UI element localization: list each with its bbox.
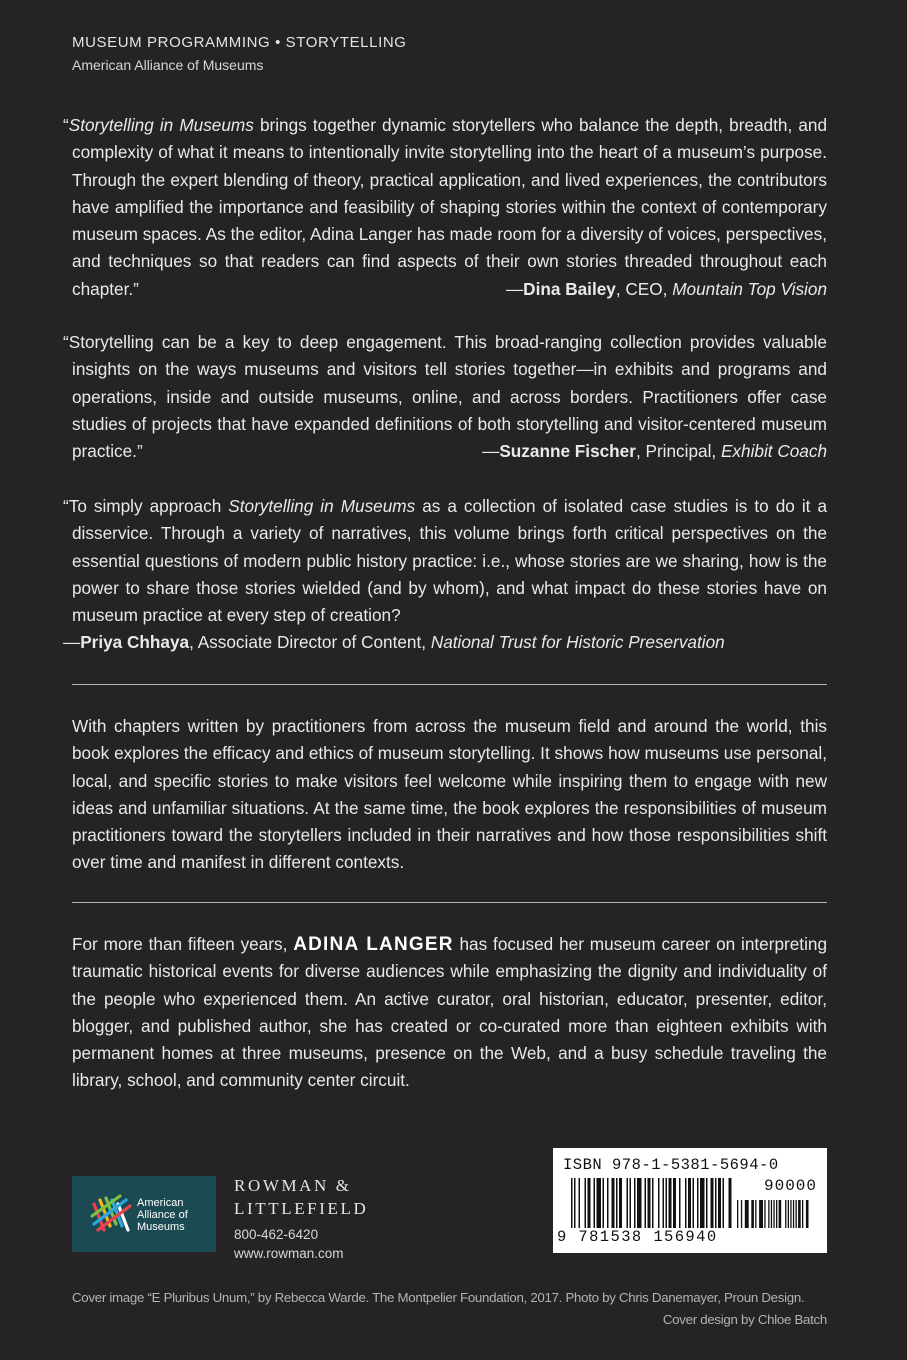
barcode-bar [706,1178,708,1228]
barcode-bar [679,1178,681,1228]
barcode-bar [663,1178,665,1228]
barcode-bar [574,1178,576,1228]
publisher-phone: 800-462-6420 [234,1227,319,1242]
reviewer-org: Exhibit Coach [720,441,827,462]
barcode-bar [616,1178,618,1228]
blurb-attribution [482,438,827,465]
barcode-bar [607,1178,609,1228]
reviewer-org: National Trust for Historic Preservation [430,632,725,653]
barcode-bar [771,1200,772,1228]
blurb-text-start: “To simply approach [63,496,229,516]
barcode-bar [729,1178,732,1228]
barcode-bar [652,1178,654,1228]
barcode-bar [571,1178,573,1228]
barcode-bar [697,1178,699,1228]
blurb-attribution [505,276,827,303]
barcode-bar [603,1178,605,1228]
barcode-bar [776,1200,777,1228]
publisher-website: www.rowman.com [234,1246,344,1261]
barcode-bar [637,1178,642,1228]
reviewer-role: , Principal, [635,441,721,462]
barcode-bar [715,1178,717,1228]
author-name: ADINA LANGER [293,934,454,955]
category-label: MUSEUM PROGRAMMING • STORYTELLING [72,34,407,51]
barcode-bar [737,1200,738,1228]
publisher-name-line2: LITTLEFIELD [234,1199,369,1218]
barcode-bar [745,1200,749,1228]
barcode-bar [798,1200,801,1228]
reviewer-name: Priya Chhaya [80,632,190,653]
barcode-bar [711,1178,714,1228]
isbn-barcode [553,1148,827,1253]
book-description: With chapters written by practitioners from across the museum field and around the world, this book explores the efficacy and ethics of museum storytelling. It shows how museums use personal, local, and specific stories to make visitors feel welcome while inspiring them to engage with new ideas and unfamiliar situations. At the same time, the book explores the responsibilities of museum practitioners toward the storytellers included in their narratives and how those responsibilities shift over time and manifest in different contexts. [72,716,827,873]
dash: — [63,632,81,653]
blurb-priya-chhaya [63,493,828,657]
barcode-bar [700,1178,705,1228]
header [72,34,407,73]
barcode-bar [627,1178,629,1228]
barcode-bar [788,1200,789,1228]
aam-mark-icon [90,1190,134,1238]
divider [72,684,827,685]
barcode-bar [688,1178,691,1228]
barcode-bar [793,1200,794,1228]
barcode-bar [802,1200,803,1228]
barcode-bar [755,1200,756,1228]
barcode-bar [773,1200,774,1228]
reviewer-name: Suzanne Fischer [499,441,636,462]
barcode-bar [645,1178,647,1228]
ean-digits: 9 781538 156940 [557,1228,718,1246]
barcode-bar [764,1200,765,1228]
reviewer-name: Dina Bailey [523,278,616,299]
blurb-text: “Storytelling can be a key to deep engagement. This broad-ranging collection provides valuable insights on the ways museums and visitors tell stories together—in exhibits and programs and operations, inside and outside museums, online, and across borders. Practitioners offer case studies of projects that have expanded definitions of both storytelling and visitor-centered museum practice.” [63,332,827,462]
barcode-bar [588,1178,591,1228]
cover-credits [72,1287,827,1331]
blurb-suzanne-fischer [63,329,827,465]
barcode-bar [779,1200,782,1228]
open-quote: “ [63,115,69,135]
reviewer-role: , CEO, [615,278,673,299]
cover-image-credit: Cover image “E Pluribus Unum,” by Rebecca Warde. The Montpelier Foundation, 2017. Photo by Chris Danemayer, Proun Design. [72,1290,805,1305]
barcode-bar [751,1200,754,1228]
bio-text: has focused her museum career on interpreting traumatic historical events for diverse audiences while emphasizing the dignity and individuality of the people who experienced them. An active curator, oral historian, educator, presenter, editor, blogger, and published author, she has created or co-curated more than eighteen exhibits with permanent homes at three museums, presence on the Web, and a busy schedule traveling the library, school, and community center circuit. [72,934,828,1091]
barcode-bar [619,1178,622,1228]
publisher-block [234,1174,368,1263]
barcode-bar [585,1178,587,1228]
blurb-text: as a collection of isolated case studies is to do it a disservice. Through a variety of narratives, this volume brings forth critical perspectives on the essential questions of modern public history practice: i.e., whose stories are we sharing, how is the power to share those stories wielded (and by whom), and what impact do these stories have on museum practice at every step of creation? [72,496,828,626]
cover-design-credit: Cover design by Chloe Batch [662,1312,827,1327]
blurb-attribution [63,629,827,656]
barcode-bar [685,1178,687,1228]
book-title: Storytelling in Museums [228,496,416,516]
barcode-bar [790,1200,791,1228]
dash: — [482,441,500,462]
dash: — [505,278,524,299]
barcode-bar [693,1178,695,1228]
reviewer-role: , Associate Director of Content, [189,632,431,653]
blurb-text: brings together dynamic storytellers who balance the depth, breadth, and complexity of what it means to intentionally invite storytelling into the heart of a museum’s purpose. Through the expert blending of theory, practical application, and lived experiences, the contributors have amplified the importance and feasibility of shaping stories within the context of contemporary museum spaces. As the editor, Adina Langer has made room for a diversity of voices, perspectives, and techniques so that readers can find aspects of their own stories threaded throughout each chapter.” [72,115,827,299]
barcode-bar [759,1200,763,1228]
barcode-bar [673,1178,676,1228]
barcode-bar [612,1178,615,1228]
barcode-bar [579,1178,581,1228]
blurb-dina-bailey [63,112,827,303]
book-title: Storytelling in Museums [68,115,254,135]
barcode-bar [669,1178,672,1228]
isbn-label: ISBN 978-1-5381-5694-0 [563,1156,779,1174]
barcode-bar [806,1200,809,1228]
publisher-name-line1: ROWMAN & [234,1176,352,1195]
barcode-bar [594,1178,596,1228]
barcode-bar [634,1178,636,1228]
divider [72,902,827,903]
barcode-bar [741,1200,742,1228]
aam-logo-text: American Alliance of Museums [137,1197,188,1233]
publisher-imprint: American Alliance of Museums [72,57,264,73]
barcode-bar [785,1200,786,1228]
barcode-bar [658,1178,660,1228]
author-bio [72,931,827,1095]
aam-logo [72,1176,216,1252]
barcode-bar [796,1200,797,1228]
barcode-bar [723,1178,725,1228]
reviewer-org: Mountain Top Vision [672,278,827,299]
price-code: 90000 [763,1177,817,1195]
barcode-bar [630,1178,632,1228]
barcode-bar [718,1178,721,1228]
barcode-bar [768,1200,769,1228]
barcode-bar [648,1178,651,1228]
barcode-bar [597,1178,602,1228]
bio-text-start: For more than fifteen years, [72,934,294,954]
barcode-bar [666,1178,668,1228]
